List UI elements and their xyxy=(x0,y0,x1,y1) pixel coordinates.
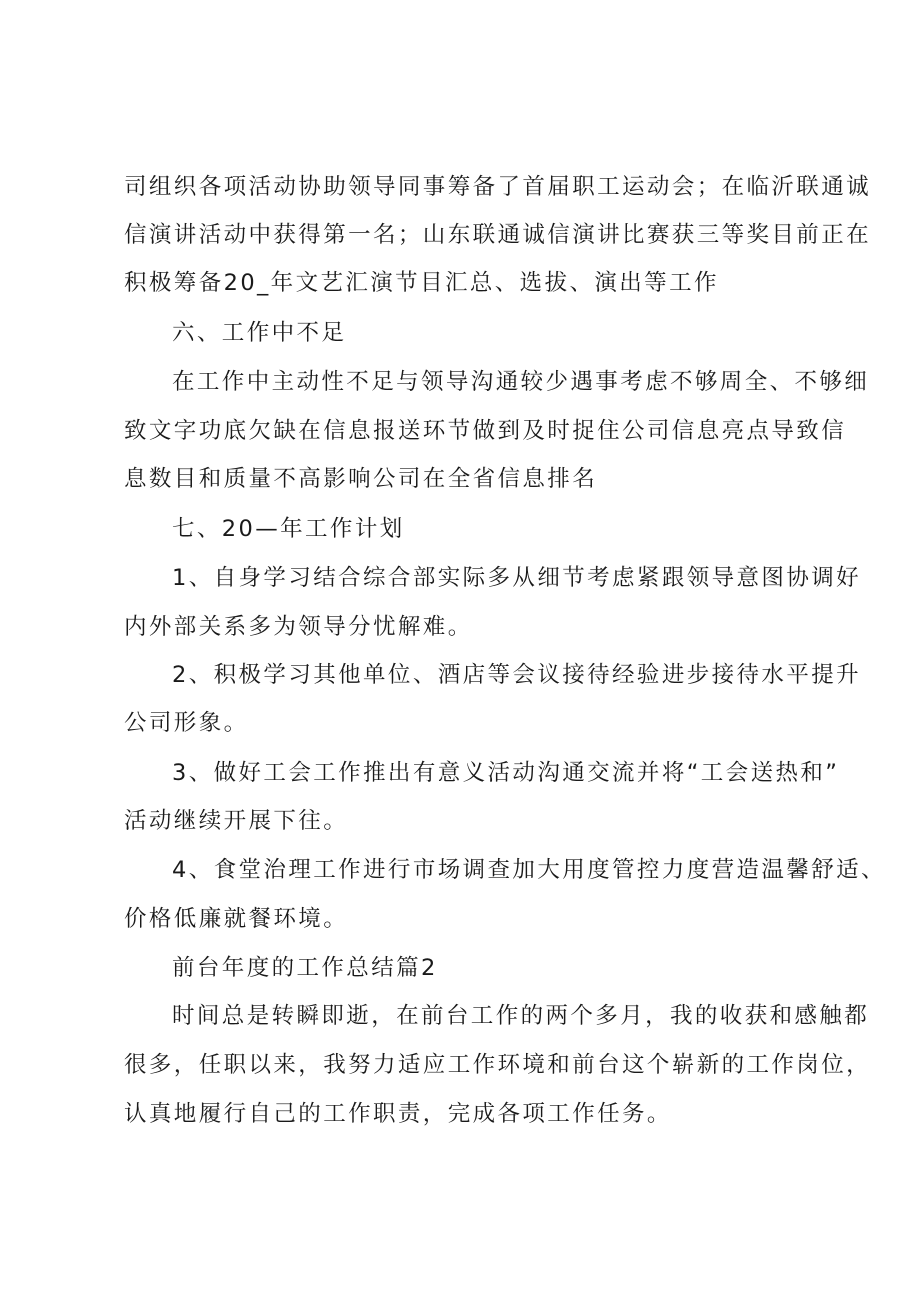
paragraph-first-line: 时间总是转瞬即逝，在前台工作的两个多月，我的收获和感触都 xyxy=(172,1003,870,1029)
list-item-2: 2、积极学习其他单位、酒店等会议接待经验进步接待水平提升 xyxy=(172,662,862,688)
text-line-continuation: 很多，任职以来，我努力适应工作环境和前台这个崭新的工作岗位， xyxy=(124,1052,872,1078)
section-heading-work-plan: 七、20—年工作计划 xyxy=(172,516,405,542)
list-item-4: 4、食堂治理工作进行市场调查加大用度管控力度营造温馨舒适、 xyxy=(172,857,886,883)
text-line-continuation: 司组织各项活动协助领导同事筹备了首届职工运动会；在临沂联通诚 xyxy=(124,174,872,200)
text-line-continuation: 信演讲活动中获得第一名；山东联通诚信演讲比赛获三等奖目前正在 xyxy=(124,222,872,248)
list-item-1: 1、自身学习结合综合部实际多从细节考虑紧跟领导意图协调好 xyxy=(172,565,862,591)
text-line-continuation: 息数目和质量不高影响公司在全省信息排名 xyxy=(124,466,598,492)
section-heading-shortcomings: 六、工作中不足 xyxy=(172,320,347,346)
text-line-continuation: 公司形象。 xyxy=(124,710,249,736)
article-title: 前台年度的工作总结篇2 xyxy=(172,955,438,981)
text-line-continuation: 积极筹备20_年文艺汇演节目汇总、选拔、演出等工作 xyxy=(124,270,719,296)
text-line-continuation: 认真地履行自己的工作职责，完成各项工作任务。 xyxy=(124,1101,672,1127)
list-item-3: 3、做好工会工作推出有意义活动沟通交流并将“工会送热和” xyxy=(172,760,840,786)
paragraph-first-line: 在工作中主动性不足与领导沟通较少遇事考虑不够周全、不够细 xyxy=(172,369,870,395)
text-line-continuation: 活动继续开展下往。 xyxy=(124,808,349,834)
text-line-continuation: 致文字功底欠缺在信息报送环节做到及时捉住公司信息亮点导致信 xyxy=(124,418,847,444)
text-line-continuation: 内外部关系多为领导分忧解难。 xyxy=(124,614,473,640)
text-line-continuation: 价格低廉就餐环境。 xyxy=(124,906,349,932)
